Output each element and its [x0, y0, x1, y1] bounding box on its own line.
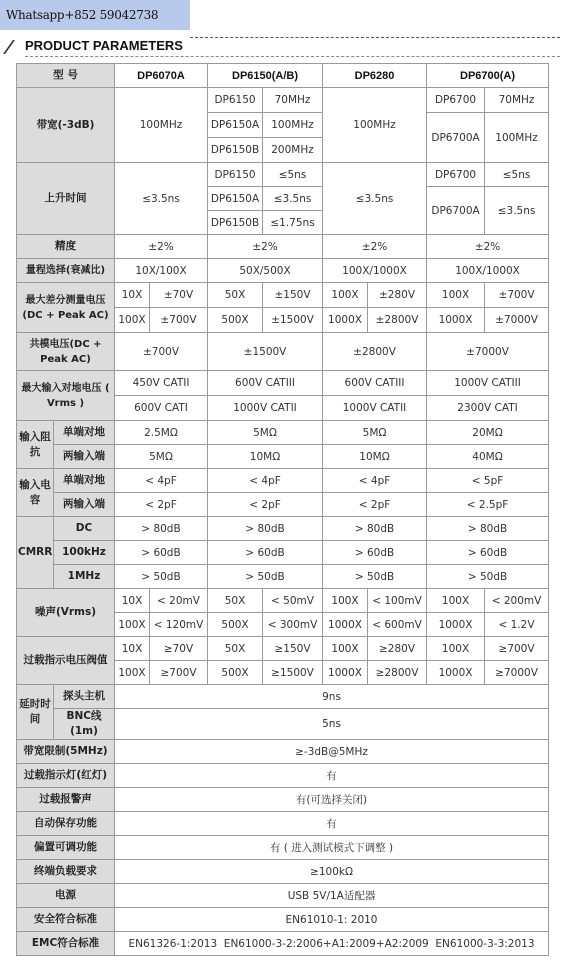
watermark-text: Whatsapp+852 59042738 — [6, 8, 159, 22]
watermark — [0, 0, 190, 30]
row-rise-1 — [17, 163, 549, 187]
overload-cell: ≥70V — [150, 637, 208, 661]
noise-cell: < 600mV — [368, 613, 427, 637]
rise-dp6700-value: ≤5ns — [485, 163, 549, 187]
rise-time-dp6280: ≤3.5ns — [323, 163, 427, 235]
max-input-ground-label: 最大输入对地电压 ( Vrms ) — [17, 371, 115, 421]
bandwidth-dp6150b-model: DP6150B — [208, 138, 263, 163]
max-input-cell: 1000V CATIII — [427, 371, 549, 396]
rise-dp6150-value: ≤5ns — [263, 163, 323, 187]
rise-dp6150a-model: DP6150A — [208, 187, 263, 211]
cmrr-group: CMRR — [17, 517, 54, 589]
bandwidth-dp6700-model: DP6700 — [427, 88, 485, 113]
cmrr-value: > 50dB — [115, 565, 208, 589]
capacitance-value: < 4pF — [208, 469, 323, 493]
rise-dp6700a-value: ≤3.5ns — [485, 187, 549, 235]
input-impedance-group: 输入阻抗 — [17, 421, 54, 469]
impedance-value: 20MΩ — [427, 421, 549, 445]
row-impedance-1 — [17, 421, 549, 445]
overload-cell: 1000X — [427, 661, 485, 685]
common-mode-value: ±7000V — [427, 333, 549, 371]
row-safety-standard — [17, 908, 549, 932]
max-input-cell: 600V CATIII — [323, 371, 427, 396]
rise-dp6150b-model: DP6150B — [208, 211, 263, 235]
max-input-cell: 2300V CATI — [427, 396, 549, 421]
cmrr-value: > 60dB — [323, 541, 427, 565]
bandwidth-dp6150a-model: DP6150A — [208, 113, 263, 138]
common-mode-label: 共模电压(DC + Peak AC) — [17, 333, 115, 371]
cmrr-value: > 60dB — [427, 541, 549, 565]
row-cmrr-1 — [17, 517, 549, 541]
overload-threshold-label: 过载指示电压阀值 — [17, 637, 115, 685]
cmrr-value: > 50dB — [427, 565, 549, 589]
max-input-cell: 1000V CATII — [323, 396, 427, 421]
cmrr-value: > 80dB — [208, 517, 323, 541]
overload-cell: 50X — [208, 637, 263, 661]
range-value: 10X/100X — [115, 259, 208, 283]
spec-label: 电源 — [17, 884, 115, 908]
row-impedance-2 — [17, 445, 549, 469]
bandwidth-dp6150-model: DP6150 — [208, 88, 263, 113]
delay-value: 5ns — [115, 709, 549, 740]
rise-time-label: 上升时间 — [17, 163, 115, 235]
noise-cell: 1000X — [427, 613, 485, 637]
bandwidth-dp6150-value: 70MHz — [263, 88, 323, 113]
impedance-value: 40MΩ — [427, 445, 549, 469]
noise-cell: < 300mV — [263, 613, 323, 637]
delay-row-label: BNC线(1m) — [54, 709, 115, 740]
common-mode-value: ±700V — [115, 333, 208, 371]
impedance-row-label: 两输入端 — [54, 445, 115, 469]
noise-cell: < 50mV — [263, 589, 323, 613]
range-label: 量程选择(衰减比) — [17, 259, 115, 283]
row-overload-light — [17, 764, 549, 788]
impedance-value: 10MΩ — [208, 445, 323, 469]
cmrr-row-label: 100kHz — [54, 541, 115, 565]
cmrr-row-label: DC — [54, 517, 115, 541]
overload-cell: ≥150V — [263, 637, 323, 661]
capacitance-value: < 2pF — [323, 493, 427, 517]
rise-dp6700a-model: DP6700A — [427, 187, 485, 235]
row-auto-save — [17, 812, 549, 836]
spec-value: EN61010-1: 2010 — [115, 908, 549, 932]
capacitance-value: < 4pF — [323, 469, 427, 493]
max-input-cell: 450V CATII — [115, 371, 208, 396]
row-terminal-load — [17, 860, 549, 884]
model-dp6070a: DP6070A — [115, 64, 208, 88]
delay-group: 延时时间 — [17, 685, 54, 740]
capacitance-value: < 2.5pF — [427, 493, 549, 517]
max-diff-voltage-label: 最大差分测量电压(DC + Peak AC) — [17, 283, 115, 333]
spec-label: 终端负载要求 — [17, 860, 115, 884]
overload-cell: ≥700V — [485, 637, 549, 661]
max-diff-cell: 100X — [323, 283, 368, 308]
max-input-cell: 600V CATIII — [208, 371, 323, 396]
spec-value: 有 — [115, 764, 549, 788]
spec-value: 有 ( 进入测试模式下调整 ) — [115, 836, 549, 860]
cmrr-value: > 60dB — [115, 541, 208, 565]
model-dp6150: DP6150(A/B) — [208, 64, 323, 88]
row-capacitance-2 — [17, 493, 549, 517]
impedance-value: 5MΩ — [323, 421, 427, 445]
cmrr-value: > 50dB — [323, 565, 427, 589]
noise-cell: < 120mV — [150, 613, 208, 637]
max-diff-cell: ±1500V — [263, 308, 323, 333]
capacitance-row-label: 两输入端 — [54, 493, 115, 517]
rise-dp6150b-value: ≤1.75ns — [263, 211, 323, 235]
spec-label: 带宽限制(5MHz) — [17, 740, 115, 764]
noise-cell: < 20mV — [150, 589, 208, 613]
row-cmrr-3 — [17, 565, 549, 589]
noise-cell: 1000X — [323, 613, 368, 637]
row-cmrr-2 — [17, 541, 549, 565]
noise-cell: 10X — [115, 589, 150, 613]
capacitance-value: < 5pF — [427, 469, 549, 493]
max-input-cell: 1000V CATII — [208, 396, 323, 421]
noise-cell: 50X — [208, 589, 263, 613]
overload-cell: 1000X — [323, 661, 368, 685]
max-diff-cell: ±700V — [485, 283, 549, 308]
accuracy-value: ±2% — [115, 235, 208, 259]
impedance-value: 5MΩ — [115, 445, 208, 469]
row-delay-2 — [17, 709, 549, 740]
overload-cell: ≥2800V — [368, 661, 427, 685]
accuracy-value: ±2% — [208, 235, 323, 259]
row-common-mode — [17, 333, 549, 371]
noise-cell: 100X — [427, 589, 485, 613]
bandwidth-dp6070a: 100MHz — [115, 88, 208, 163]
row-max-diff-1 — [17, 283, 549, 308]
row-noise-1 — [17, 589, 549, 613]
spec-label: 过载报警声 — [17, 788, 115, 812]
max-diff-cell: 1000X — [427, 308, 485, 333]
row-power — [17, 884, 549, 908]
max-diff-cell: ±150V — [263, 283, 323, 308]
spec-label: 过载指示灯(红灯) — [17, 764, 115, 788]
spec-value: 有(可选择关闭) — [115, 788, 549, 812]
spec-value: ≥100kΩ — [115, 860, 549, 884]
impedance-value: 2.5MΩ — [115, 421, 208, 445]
rise-dp6150-model: DP6150 — [208, 163, 263, 187]
input-capacitance-group: 输入电容 — [17, 469, 54, 517]
row-model — [17, 64, 549, 88]
capacitance-value: < 4pF — [115, 469, 208, 493]
noise-cell: < 100mV — [368, 589, 427, 613]
overload-cell: ≥280V — [368, 637, 427, 661]
bandwidth-dp6700a-model: DP6700A — [427, 113, 485, 163]
overload-cell: 10X — [115, 637, 150, 661]
overload-cell: 100X — [323, 637, 368, 661]
spec-label: 偏置可调功能 — [17, 836, 115, 860]
max-diff-cell: 100X — [427, 283, 485, 308]
cmrr-value: > 50dB — [208, 565, 323, 589]
model-dp6700: DP6700(A) — [427, 64, 549, 88]
cmrr-value: > 80dB — [115, 517, 208, 541]
overload-cell: 500X — [208, 661, 263, 685]
max-diff-cell: ±280V — [368, 283, 427, 308]
overload-cell: 100X — [427, 637, 485, 661]
spec-table — [16, 63, 549, 956]
overload-cell: ≥1500V — [263, 661, 323, 685]
overload-cell: ≥7000V — [485, 661, 549, 685]
row-range — [17, 259, 549, 283]
bandwidth-dp6280: 100MHz — [323, 88, 427, 163]
overload-cell: ≥700V — [150, 661, 208, 685]
spec-value: USB 5V/1A适配器 — [115, 884, 549, 908]
row-accuracy — [17, 235, 549, 259]
bandwidth-label: 带宽(-3dB) — [17, 88, 115, 163]
row-capacitance-1 — [17, 469, 549, 493]
accuracy-value: ±2% — [323, 235, 427, 259]
header-top-rule — [190, 37, 560, 38]
max-input-cell: 600V CATI — [115, 396, 208, 421]
common-mode-value: ±1500V — [208, 333, 323, 371]
impedance-row-label: 单端对地 — [54, 421, 115, 445]
noise-cell: < 200mV — [485, 589, 549, 613]
cmrr-value: > 60dB — [208, 541, 323, 565]
spec-label: 自动保存功能 — [17, 812, 115, 836]
rise-dp6700-model: DP6700 — [427, 163, 485, 187]
max-diff-cell: ±700V — [150, 308, 208, 333]
max-diff-cell: ±7000V — [485, 308, 549, 333]
spec-label: EMC符合标准 — [17, 932, 115, 956]
max-diff-cell: 50X — [208, 283, 263, 308]
max-diff-cell: 100X — [115, 308, 150, 333]
rise-dp6150a-value: ≤3.5ns — [263, 187, 323, 211]
row-max-input-1 — [17, 371, 549, 396]
rise-time-dp6070a: ≤3.5ns — [115, 163, 208, 235]
row-overload-alarm — [17, 788, 549, 812]
accuracy-label: 精度 — [17, 235, 115, 259]
noise-cell: < 1.2V — [485, 613, 549, 637]
header-slash-mark — [3, 40, 15, 54]
cmrr-row-label: 1MHz — [54, 565, 115, 589]
spec-value: 有 — [115, 812, 549, 836]
bandwidth-dp6700-value: 70MHz — [485, 88, 549, 113]
capacitance-value: < 2pF — [115, 493, 208, 517]
spec-value: ≥-3dB@5MHz — [115, 740, 549, 764]
max-diff-cell: 1000X — [323, 308, 368, 333]
noise-cell: 100X — [323, 589, 368, 613]
overload-cell: 100X — [115, 661, 150, 685]
bandwidth-dp6150a-value: 100MHz — [263, 113, 323, 138]
bandwidth-dp6150b-value: 200MHz — [263, 138, 323, 163]
spec-value: EN61326-1:2013 EN61000-3-2:2006+A1:2009+A2:2009 EN61000-3-3:2013 — [115, 932, 549, 956]
accuracy-value: ±2% — [427, 235, 549, 259]
row-emc-standard — [17, 932, 549, 956]
cmrr-value: > 80dB — [427, 517, 549, 541]
page-title: PRODUCT PARAMETERS — [25, 38, 183, 53]
noise-cell: 500X — [208, 613, 263, 637]
max-diff-cell: 10X — [115, 283, 150, 308]
row-bandwidth-1 — [17, 88, 549, 113]
cmrr-value: > 80dB — [323, 517, 427, 541]
range-value: 50X/500X — [208, 259, 323, 283]
max-diff-cell: ±70V — [150, 283, 208, 308]
impedance-value: 10MΩ — [323, 445, 427, 469]
range-value: 100X/1000X — [323, 259, 427, 283]
row-bandwidth-limit — [17, 740, 549, 764]
delay-row-label: 探头主机 — [54, 685, 115, 709]
model-label: 型 号 — [17, 64, 115, 88]
max-diff-cell: 500X — [208, 308, 263, 333]
noise-cell: 100X — [115, 613, 150, 637]
impedance-value: 5MΩ — [208, 421, 323, 445]
capacitance-row-label: 单端对地 — [54, 469, 115, 493]
row-offset-adjust — [17, 836, 549, 860]
row-overload-1 — [17, 637, 549, 661]
common-mode-value: ±2800V — [323, 333, 427, 371]
spec-label: 安全符合标准 — [17, 908, 115, 932]
capacitance-value: < 2pF — [208, 493, 323, 517]
header-bottom-rule — [25, 56, 560, 57]
bandwidth-dp6700a-value: 100MHz — [485, 113, 549, 163]
delay-value: 9ns — [115, 685, 549, 709]
model-dp6280: DP6280 — [323, 64, 427, 88]
row-delay-1 — [17, 685, 549, 709]
noise-label: 噪声(Vrms) — [17, 589, 115, 637]
range-value: 100X/1000X — [427, 259, 549, 283]
max-diff-cell: ±2800V — [368, 308, 427, 333]
